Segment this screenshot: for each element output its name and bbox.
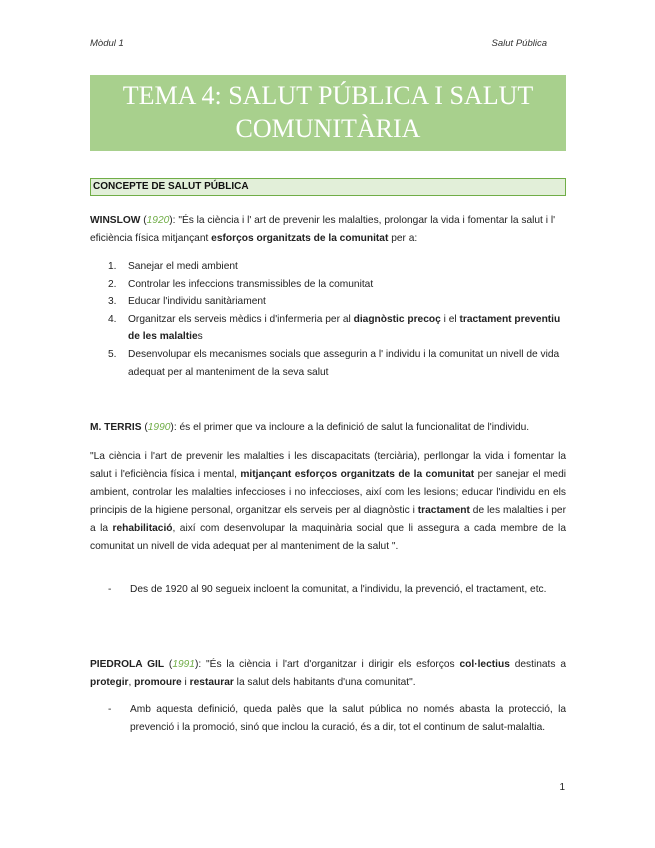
list-text: Controlar les infeccions transmissibles de la comunitat (128, 278, 374, 290)
winslow-year: 1920 (146, 215, 170, 226)
winslow-open: ( (140, 215, 147, 226)
bullet-dash: - (108, 584, 112, 595)
piedrola-open: ( (164, 659, 173, 670)
winslow-end: per a: (388, 233, 418, 244)
terris-intro-text: ): és el primer que va incloure a la definició de salut la funcionalitat de l'individu. (170, 422, 530, 433)
list-bold: diagnòstic precoç (353, 313, 441, 325)
list-number: 2. (108, 278, 117, 290)
page-number: 1 (559, 782, 565, 793)
bullet-text: Des de 1920 al 90 segueix incloent la comunitat, a l'individu, la prevenció, el tractament, etc. (130, 584, 547, 595)
list-number: 1. (108, 261, 117, 272)
piedrola-text: i (181, 677, 190, 688)
winslow-paragraph (90, 212, 566, 248)
list-text: s (197, 331, 203, 343)
bullet-dash: - (108, 704, 112, 715)
section-heading: CONCEPTE DE SALUT PÚBLICA (90, 178, 566, 196)
winslow-bold: esforços organitzats de la comunitat (211, 233, 389, 244)
piedrola-text: ): "És la ciència i l'art d'organitzar i dirigir els esforços (194, 659, 460, 670)
piedrola-text: la salut dels habitants d'una comunitat". (233, 677, 416, 688)
page-title (90, 75, 566, 151)
quote-text: , així com desenvolupar la maquinària social que li assegura a cada membre de la comunitat un nivell de vida adequat per al manteniment de la salut ". (90, 523, 566, 552)
piedrola-bold: promoure (134, 677, 182, 688)
piedrola-text: , (128, 677, 135, 688)
terris-open: ( (141, 422, 148, 433)
terris-bullet (108, 581, 566, 599)
title-line-2: COMUNITÀRIA (235, 114, 421, 143)
piedrola-paragraph (90, 656, 566, 692)
quote-bold: mitjançant esforços organitzats de la comunitat (240, 469, 475, 480)
piedrola-name: PIEDROLA GIL (90, 659, 165, 670)
terris-year: 1990 (147, 422, 171, 433)
list-item (108, 276, 566, 294)
list-text: Educar l'individu sanitàriament (128, 296, 266, 308)
list-item (108, 346, 566, 381)
quote-text: de les malalties i per a la (90, 505, 566, 534)
title-line-1: TEMA 4: SALUT PÚBLICA I SALUT (122, 81, 534, 110)
piedrola-bullet (108, 701, 566, 737)
list-number: 3. (108, 296, 117, 308)
list-bold: tractament preventiu de les malaltie (128, 313, 561, 343)
winslow-list (108, 258, 566, 381)
quote-text: per sanejar el medi ambient, controlar les malalties infeccioses i no infeccioses, així com les lesions; educar l'individu en els principis de la higiene personal, organitzar els serveis per al diagnòstic i (90, 469, 566, 516)
piedrola-bold: restaurar (189, 677, 234, 688)
list-text: i el (440, 313, 460, 325)
quote-bold: tractament (417, 505, 470, 516)
list-number: 5. (108, 348, 117, 360)
piedrola-text: destinats a (509, 659, 566, 670)
list-item (108, 293, 566, 311)
list-text: Sanejar el medi ambient (128, 261, 238, 272)
terris-intro (90, 419, 566, 437)
list-text: Organitzar els serveis mèdics i d'infermeria per al (128, 313, 354, 325)
quote-bold: rehabilitació (112, 523, 173, 534)
bullet-text: Amb aquesta definició, queda palès que la salut pública no només abasta la protecció, la prevenció i la promoció, sinó que inclou la curació, és a dir, tot el continum de salut-malaltia. (130, 704, 566, 733)
piedrola-year: 1991 (172, 659, 195, 670)
list-text: Desenvolupar els mecanismes socials que assegurin a l' individu i la comunitat un nivell de vida adequat per al manteniment de la seva salut (128, 348, 560, 378)
header-module: Mòdul 1 (90, 38, 124, 49)
terris-quote (90, 448, 566, 556)
piedrola-bold: col·lectius (459, 659, 510, 670)
winslow-name: WINSLOW (90, 215, 141, 226)
winslow-intro: ): "És la ciència i l' art de prevenir les malalties, prolongar la vida i fomentar la salut i l' eficiència física mitjançant (90, 215, 556, 244)
quote-text: "La ciència i l'art de prevenir les malalties i les discapacitats (terciària), perllongar la vida i fomentar la salut i l'eficiència física i mental, (90, 451, 566, 480)
header-subject: Salut Pública (491, 38, 547, 49)
list-item (108, 258, 566, 276)
terris-name: M. TERRIS (90, 422, 142, 433)
piedrola-bold: protegir (90, 677, 129, 688)
list-number: 4. (108, 313, 117, 325)
list-item (108, 311, 566, 346)
